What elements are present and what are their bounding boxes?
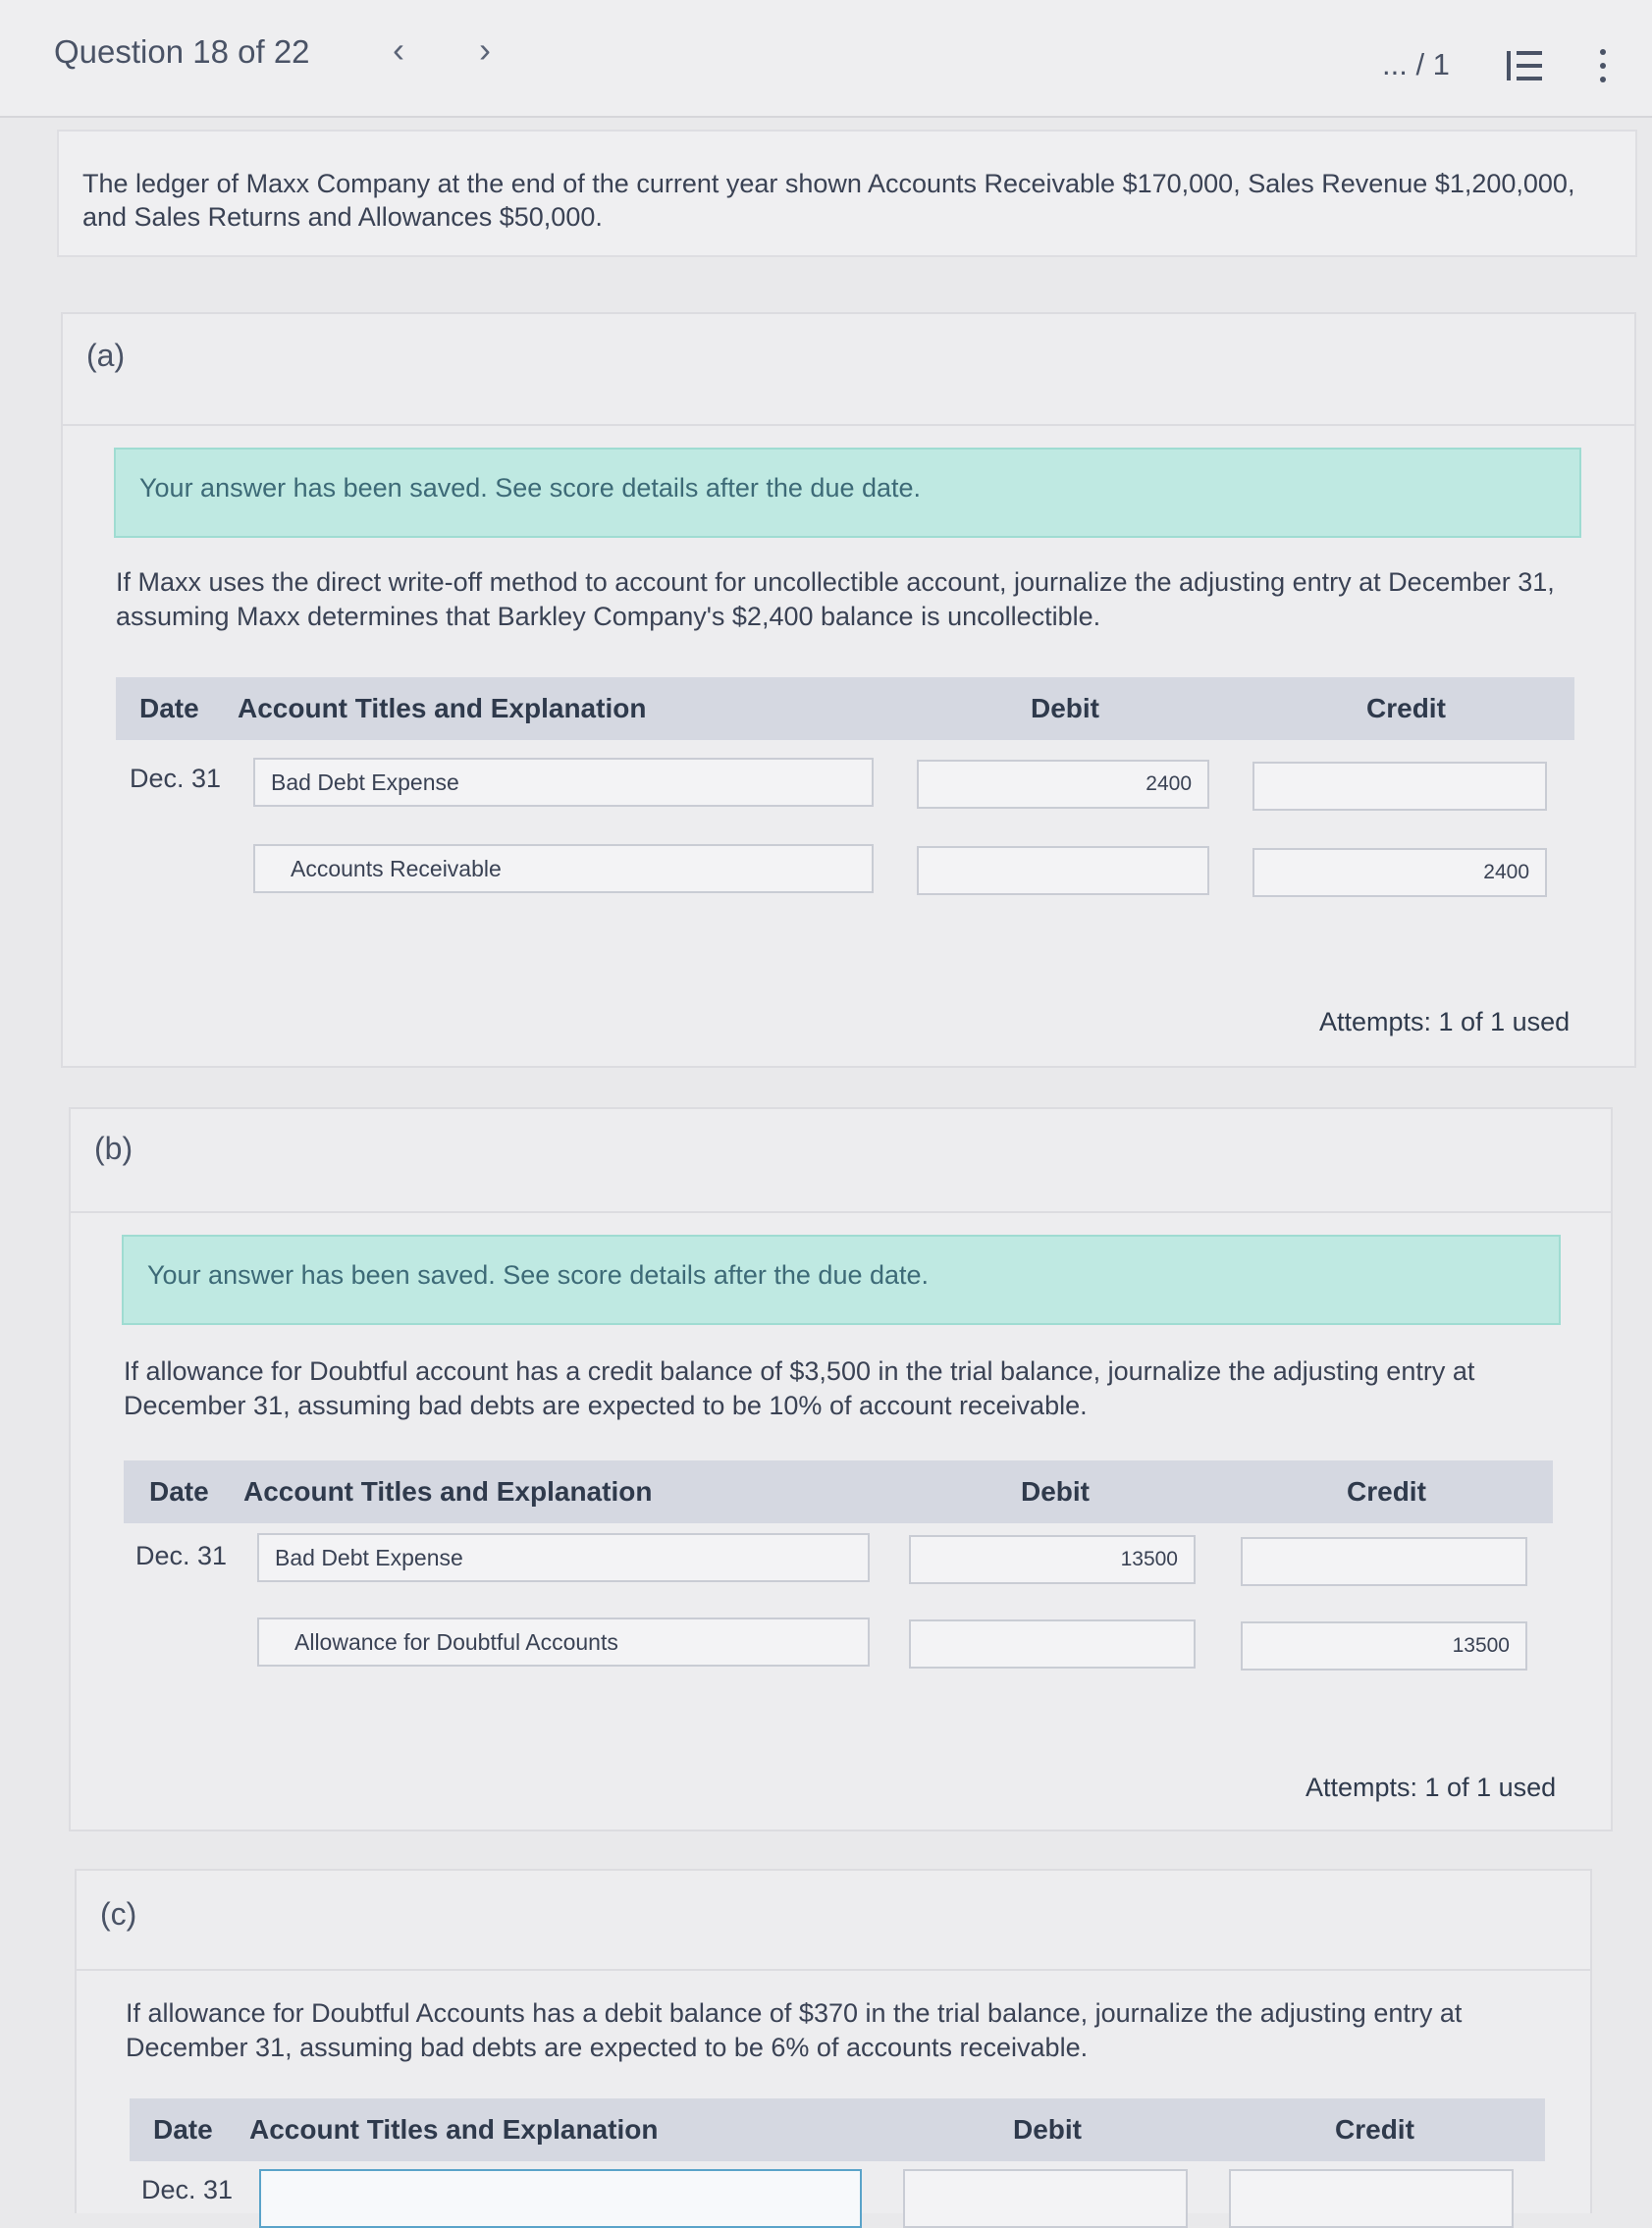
account-column-header: Account Titles and Explanation	[238, 693, 647, 723]
part-b-label: (b)	[94, 1131, 133, 1166]
question-stem	[57, 130, 1637, 257]
debit-amount-field[interactable]: 2400	[917, 760, 1209, 809]
debit-amount-field[interactable]	[917, 846, 1209, 895]
next-question-button[interactable]: ›	[479, 29, 491, 70]
question-stem-text: The ledger of Maxx Company at the end of the current year shown Accounts Receivable $170,000, Sales Revenue $1,200,000, and Sales Returns and Allowances $50,000.	[82, 169, 1575, 232]
part-b-panel	[69, 1107, 1613, 1831]
question-title: Question 18 of 22	[54, 33, 310, 70]
part-c-panel	[75, 1869, 1592, 2213]
part-a-header	[63, 314, 1634, 426]
account-column-header: Account Titles and Explanation	[243, 1476, 653, 1507]
date-column-header: Date	[153, 2114, 213, 2145]
question-header	[0, 0, 1652, 118]
date-column-header: Date	[139, 693, 199, 723]
part-b-header	[71, 1109, 1611, 1213]
part-c-header	[77, 1871, 1590, 1971]
debit-amount-field[interactable]: 13500	[909, 1535, 1196, 1584]
question-score: ... / 1	[1382, 47, 1450, 81]
debit-amount-field[interactable]	[909, 1619, 1196, 1669]
credit-amount-field[interactable]: 13500	[1241, 1621, 1527, 1671]
part-b-saved-notice	[122, 1235, 1561, 1325]
part-c-table-header	[130, 2098, 1545, 2161]
debit-column-header: Debit	[1013, 2114, 1082, 2145]
debit-column-header: Debit	[1031, 693, 1099, 723]
debit-column-header: Debit	[1021, 1476, 1090, 1507]
part-a-table-header	[116, 677, 1574, 740]
question-list-icon[interactable]	[1507, 49, 1542, 82]
previous-question-button[interactable]: ‹	[393, 29, 404, 70]
part-b-saved-text: Your answer has been saved. See score details after the due date.	[147, 1260, 930, 1290]
credit-column-header: Credit	[1335, 2114, 1414, 2145]
credit-amount-field[interactable]: 2400	[1252, 848, 1547, 897]
part-a-saved-notice	[114, 448, 1581, 538]
credit-column-header: Credit	[1366, 693, 1446, 723]
more-options-icon[interactable]	[1598, 49, 1608, 84]
part-a-prompt: If Maxx uses the direct write-off method to account for uncollectible account, journalize the adjusting entry at December 31, assuming Maxx determines that Barkley Company's $2,400 balance is uncollectible.	[116, 567, 1555, 631]
date-column-header: Date	[149, 1476, 209, 1507]
credit-amount-field[interactable]	[1252, 762, 1547, 811]
part-c-label: (c)	[100, 1896, 137, 1932]
entry-date: Dec. 31	[130, 764, 222, 793]
part-a-attempts: Attempts: 1 of 1 used	[1319, 1007, 1571, 1036]
credit-amount-field[interactable]	[1229, 2169, 1514, 2228]
account-title-field[interactable]: Bad Debt Expense	[253, 758, 874, 807]
part-a-saved-text: Your answer has been saved. See score details after the due date.	[139, 473, 922, 503]
part-a-panel	[61, 312, 1636, 1068]
entry-date: Dec. 31	[135, 1541, 228, 1570]
account-column-header: Account Titles and Explanation	[249, 2114, 659, 2145]
part-b-table-header	[124, 1460, 1553, 1523]
account-title-field[interactable]	[259, 2169, 862, 2228]
entry-date: Dec. 31	[141, 2175, 234, 2204]
credit-amount-field[interactable]	[1241, 1537, 1527, 1586]
part-c-prompt: If allowance for Doubtful Accounts has a debit balance of $370 in the trial balance, journalize the adjusting entry at December 31, assuming bad debts are expected to be 6% of accounts receivable.	[126, 1998, 1463, 2062]
debit-amount-field[interactable]	[903, 2169, 1188, 2228]
account-title-field[interactable]: Bad Debt Expense	[257, 1533, 870, 1582]
part-a-label: (a)	[86, 338, 126, 373]
part-b-attempts: Attempts: 1 of 1 used	[1306, 1773, 1557, 1802]
account-title-field[interactable]: Accounts Receivable	[253, 844, 874, 893]
credit-column-header: Credit	[1347, 1476, 1426, 1507]
part-b-prompt: If allowance for Doubtful account has a credit balance of $3,500 in the trial balance, journalize the adjusting entry at December 31, assuming bad debts are expected to be 10% of account receivable.	[124, 1356, 1475, 1420]
account-title-field[interactable]: Allowance for Doubtful Accounts	[257, 1618, 870, 1667]
